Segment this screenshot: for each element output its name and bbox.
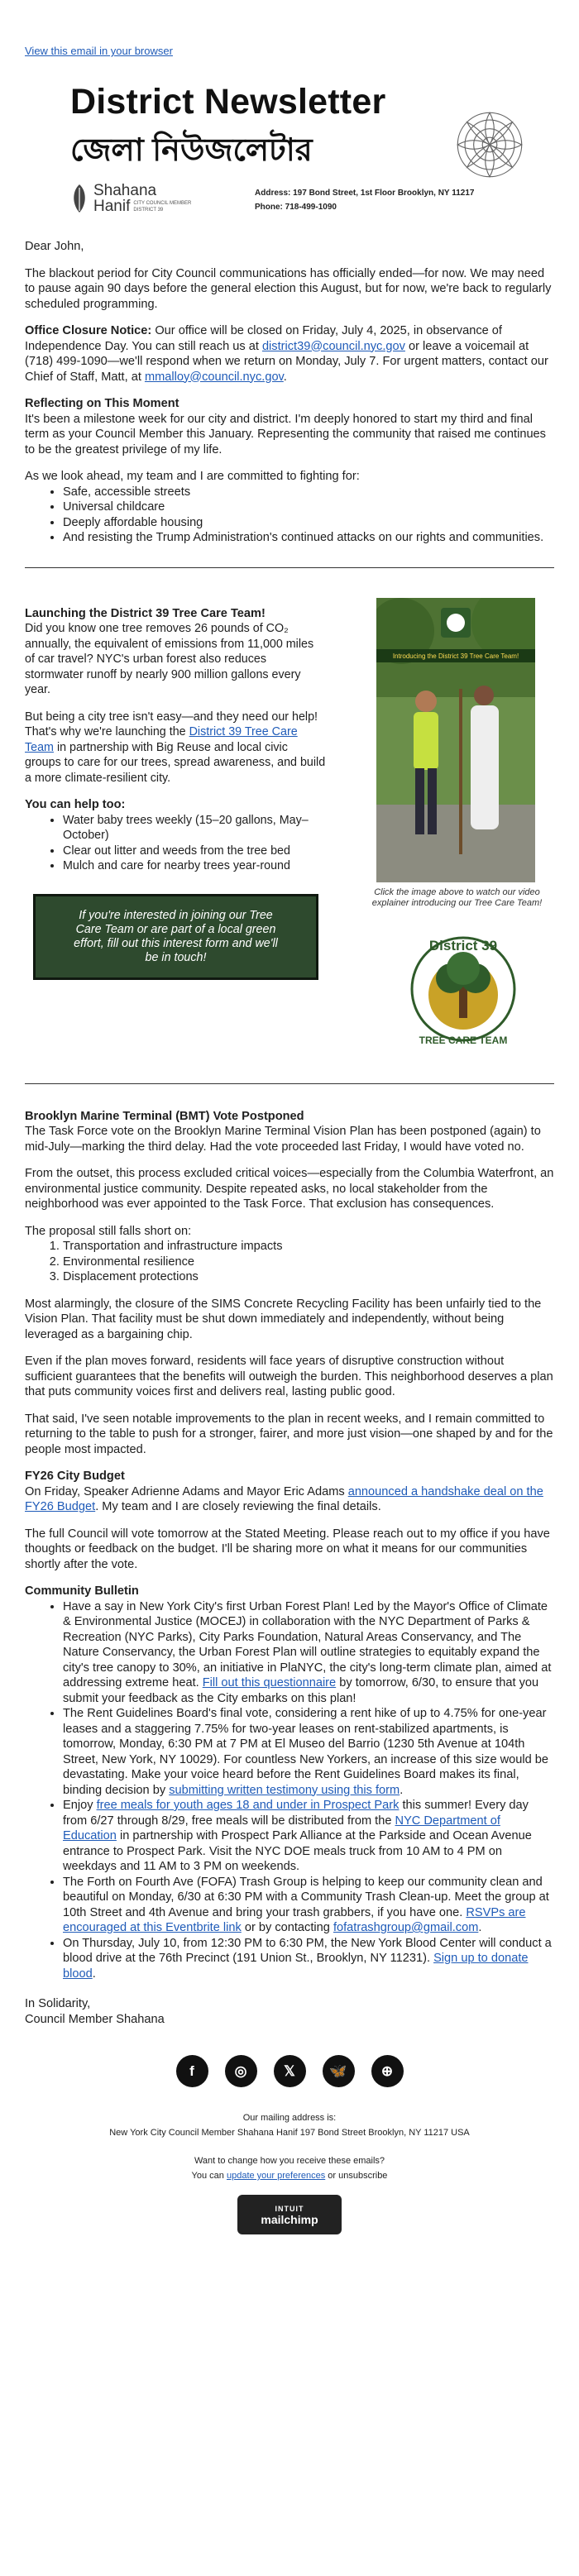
- list-item: 1. Transportation and infrastructure impacts: [63, 1239, 554, 1255]
- photo-banner-text: Introducing the District 39 Tree Care Team!: [392, 652, 519, 660]
- budget-deal-link[interactable]: announced a handshake deal on the FY26 Budget: [25, 1484, 543, 1513]
- tree-care-section: [0, 568, 579, 1055]
- fofa-email-link[interactable]: fofatrashgroup@gmail.com: [333, 1921, 479, 1934]
- blackout-paragraph: The blackout period for City Council communications has officially ended—for now. We may need to pause again 90 days before the general election this August, but for now, we're back to regularly scheduled programming.: [25, 266, 552, 311]
- help-list: [25, 813, 327, 874]
- tree-care-team-link[interactable]: District 39 Tree Care Team: [25, 725, 298, 754]
- bluesky-icon[interactable]: 🦋: [323, 2055, 355, 2087]
- list-item: 3. Displacement protections: [63, 1269, 554, 1285]
- budget-title: FY26 City Budget: [25, 1470, 125, 1483]
- bmt-p3: The proposal still falls short on:: [25, 1224, 192, 1238]
- photo-illustration: [376, 598, 535, 882]
- intuit-text: INTUIT: [275, 2205, 304, 2213]
- list-item: • Deeply affordable housing: [63, 515, 554, 531]
- list-item: • On Thursday, July 10, from 12:30 PM to 6:30 PM, the New York Blood Center will conduct a blood drive at the 76th Precinct (191 Union St., Brooklyn, NY 11231). Sign up to donate blood.: [63, 1936, 554, 1982]
- update-preferences-link[interactable]: update your preferences: [226, 2171, 326, 2181]
- office-contact: [255, 186, 474, 214]
- mailchimp-badge[interactable]: [237, 2195, 342, 2234]
- tree-care-body-2: But being a city tree isn't easy—and they need our help! That's why we're launching the District 39 Tree Care Team in partnership with Big Reuse and local civic groups to care for our trees, spread awareness, and build a more climate-resilient city.: [25, 710, 326, 785]
- newsletter-title: District Newsletter: [70, 82, 386, 122]
- logo-name-last: Hanif: [93, 198, 131, 215]
- cta-text: If you're interested in joining our Tree Care Team or are part of a local green effort, fill out this interest form and we'll be in touch!: [74, 908, 278, 964]
- unsubscribe-link[interactable]: or unsubscribe: [325, 2171, 388, 2181]
- chief-of-staff-email-link[interactable]: mmalloy@council.nyc.gov: [144, 370, 284, 384]
- social-links: [0, 2055, 579, 2087]
- bulletin-title: Community Bulletin: [25, 1584, 139, 1598]
- list-item: 2. Environmental resilience: [63, 1255, 554, 1270]
- mailing-address: New York City Council Member Shahana Hanif 197 Bond Street Brooklyn, NY 11217 USA: [109, 2128, 470, 2138]
- closure-label: Office Closure Notice:: [25, 324, 152, 337]
- doe-link[interactable]: NYC Department of Education: [63, 1814, 500, 1842]
- footer: [0, 2110, 579, 2183]
- list-item: • The Forth on Fourth Ave (FOFA) Trash Group is helping to keep our community clean and beautiful on Monday, 6/30 at 6:30 PM with a Community Trash Clean-up. Meet the group at 10th Street and 4th Avenue and bring your trash grabbers, if you have one. RSVPs are encouraged at this Eventbrite link or by contacting fofatrashgroup@gmail.com.: [63, 1875, 554, 1936]
- list-item: • And resisting the Trump Administration's continued attacks on our rights and communities.: [63, 530, 554, 546]
- council-member-logo: [70, 183, 191, 214]
- list-item: • The Rent Guidelines Board's final vote, considering a rent hike of up to 4.75% for one-year leases and a staggering 7.75% for two-year leases on rent-stabilized apartments, is tomorrow, Monday, 6:30 PM at 7 PM at El Museo del Barrio (1230 5th Avenue at 104th Street, New York, NY 10029). For countless New Yorkers, an increase of this size would be devastating. Make your voice heard before the Rent Guidelines Board makes its final, binding decision by submitting written testimony using this form.: [63, 1706, 554, 1798]
- view-in-browser-link[interactable]: View this email in your browser: [25, 45, 173, 57]
- budget-p2: The full Council will vote tomorrow at the Stated Meeting. Please reach out to my office if you have thoughts or feedback on the budget. I'll be sharing more on what it means for our communities shortly after the vote.: [25, 1527, 550, 1571]
- greeting: Dear John,: [25, 240, 84, 253]
- district-email-link[interactable]: district39@council.nyc.gov: [261, 339, 405, 353]
- masthead: [25, 65, 554, 231]
- reflecting-body: It's been a milestone week for our city and district. I'm deeply honored to start my third and final term as your Council Member this January. Representing the community that raised me continues to be the greatest privilege of my life.: [25, 412, 546, 456]
- list-item: • Clear out litter and weeds from the tree bed: [63, 844, 327, 859]
- reflecting-title: Reflecting on This Moment: [25, 397, 179, 410]
- blood-donation-link[interactable]: Sign up to donate blood: [63, 1952, 529, 1981]
- closure-notice: Office Closure Notice: Our office will be closed on Friday, July 4, 2025, in observance of Independence Day. You can still reach us at district39@council.nyc.gov or leave a voicemail at (718) 499-1090—we'll respond when we return on Monday, July 7. For urgent matters, contact our Chief of Staff, Matt, at mmalloy@council.nyc.gov.: [25, 324, 548, 384]
- bmt-shortfalls-list: [25, 1239, 554, 1285]
- tree-care-body-1: Did you know one tree removes 26 pounds of CO₂ annually, the equivalent of emissions from 11,000 miles of car travel? NYC's urban forest also reduces stormwater runoff by nearly 900 million gallons every year.: [25, 622, 314, 696]
- preferences-line: You can update your preferences or unsubscribe: [191, 2171, 388, 2181]
- mandala-icon: [453, 108, 526, 181]
- testimony-form-link[interactable]: submitting written testimony using this form: [169, 1783, 400, 1797]
- questionnaire-link[interactable]: Fill out this questionnaire: [202, 1676, 337, 1689]
- list-item: • Safe, accessible streets: [63, 485, 554, 500]
- office-phone: Phone: 718-499-1090: [255, 203, 337, 212]
- bmt-p1: The Task Force vote on the Brooklyn Marine Terminal Vision Plan has been postponed (again) to mid-July—marking the third delay. Had the vote proceeded last Friday, I would have voted no.: [25, 1125, 541, 1154]
- bmt-p4: Most alarmingly, the closure of the SIMS Concrete Recycling Facility has been unfairly tied to the Vision Plan. That facility must be shut down immediately and independently, without being leveraged as a bargaining chip.: [25, 1297, 542, 1341]
- facebook-icon[interactable]: f: [176, 2055, 208, 2087]
- reflecting-lead: As we look ahead, my team and I are committed to fighting for:: [25, 470, 360, 483]
- eventbrite-link[interactable]: RSVPs are encouraged at this Eventbrite link: [63, 1905, 526, 1934]
- list-item: • Universal childcare: [63, 499, 554, 515]
- leaf-logo-icon: [70, 183, 89, 214]
- list-item: • Have a say in New York City's first Urban Forest Plan! Led by the Mayor's Office of Climate & Environmental Justice (MOCEJ) in collaboration with the NYC Department of Parks & Recreation (NYC Parks), City Parks Foundation, Natural Areas Conservancy, and The Nature Conservancy, the Urban Forest Plan will outline strategies to equitably expand the city's tree canopy to 30%, an initiative in PlaNYC, the city's long-term climate plan, aimed at addressing extreme heat. Fill out this questionnaire by tomorrow, 6/30, to ensure that you submit your feedback as the City embarks on this plan!: [63, 1599, 554, 1707]
- video-caption: Click the image above to watch our video explainer introducing our Tree Care Team!: [371, 887, 543, 908]
- instagram-icon[interactable]: ◎: [225, 2055, 257, 2087]
- list-item: • Mulch and care for nearby trees year-round: [63, 858, 327, 874]
- logo-subtitle-2: DISTRICT 39: [133, 207, 164, 213]
- list-item: • Water baby trees weekly (15–20 gallons, May–October): [63, 813, 327, 844]
- x-twitter-icon[interactable]: 𝕏: [274, 2055, 306, 2087]
- website-icon[interactable]: ⊕: [371, 2055, 404, 2087]
- mailing-label: Our mailing address is:: [242, 2113, 337, 2123]
- interest-form-cta-button[interactable]: [33, 894, 318, 980]
- signoff: In Solidarity, Council Member Shahana: [25, 1997, 165, 2026]
- bmt-p6: That said, I've seen notable improvements to the plan in recent weeks, and I remain committed to returning to the table to push for a stronger, fairer, and more just vision—one shaped by and for the people most impacted.: [25, 1412, 553, 1456]
- bulletin-list: [25, 1599, 554, 1982]
- logo-team-text: TREE CARE TEAM: [419, 1034, 508, 1046]
- tree-care-video-thumbnail[interactable]: [376, 598, 535, 882]
- list-item: • Enjoy free meals for youth ages 18 and under in Prospect Park this summer! Every day from 6/27 through 8/29, free meals will be distributed from the NYC Department of Education in partnership with Prospect Park Alliance at the Parkside and Ocean Avenue entrance to Prospect Park. Visit the NYC DOE meals truck from 10 AM to 4 PM on weekdays and 11 AM to 3 PM on weekends.: [63, 1798, 554, 1875]
- change-prefs-question: Want to change how you receive these emails?: [194, 2156, 385, 2166]
- newsletter-title-bengali: জেলা নিউজলেটার: [70, 133, 313, 168]
- office-address: Address: 197 Bond Street, 1st Floor Brooklyn, NY 11217: [255, 189, 475, 198]
- logo-subtitle-1: CITY COUNCIL MEMBER: [133, 200, 192, 206]
- tree-care-team-logo: [401, 927, 525, 1051]
- help-title: You can help too:: [25, 798, 126, 811]
- bmt-title: Brooklyn Marine Terminal (BMT) Vote Postponed: [25, 1109, 304, 1123]
- priorities-list: [25, 485, 554, 546]
- bmt-p2: From the outset, this process excluded critical voices—especially from the Columbia Waterfront, an environmental justice community. Despite repeated asks, no local stakeholder from the neighborhood was ever appointed to the Task Force. That exclusion has consequences.: [25, 1167, 554, 1211]
- free-meals-link[interactable]: free meals for youth ages 18 and under in Prospect Park: [96, 1799, 400, 1812]
- mailchimp-text: mailchimp: [261, 2213, 318, 2226]
- logo-district-text: District 39: [428, 937, 498, 953]
- budget-p1: On Friday, Speaker Adrienne Adams and Mayor Eric Adams announced a handshake deal on the FY26 Budget. My team and I are closely reviewing the final details.: [25, 1484, 543, 1513]
- bmt-p5: Even if the plan moves forward, residents will face years of disruptive construction without sufficient guarantees that the benefits will outweigh the burden. This neighborhood deserves a plan that puts community voices first and delivers real, lasting public good.: [25, 1355, 553, 1398]
- tree-care-title: Launching the District 39 Tree Care Team!: [25, 606, 266, 620]
- logo-name-first: Shahana: [93, 182, 157, 199]
